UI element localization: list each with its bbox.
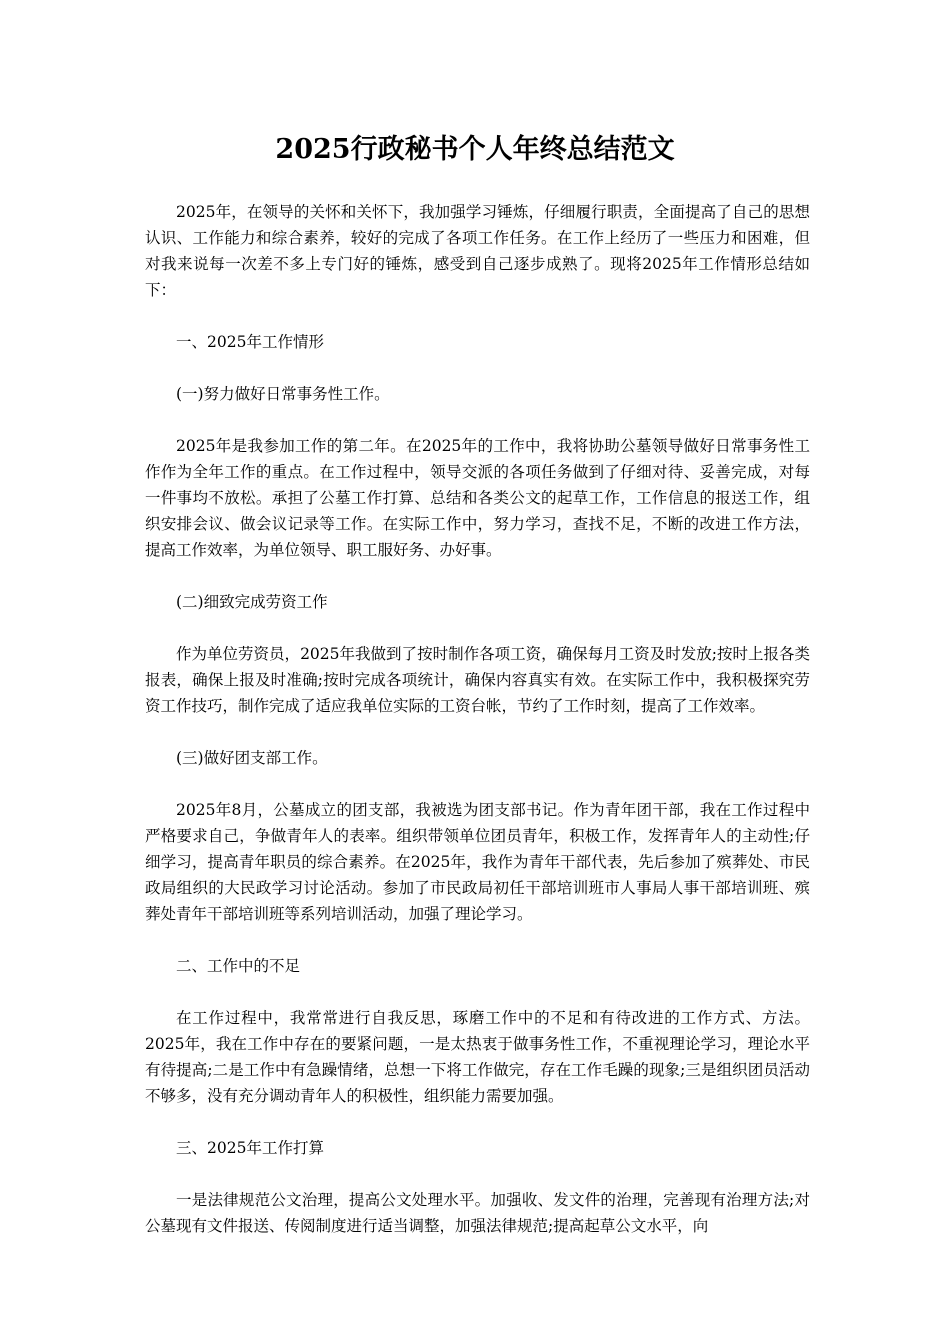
body-paragraph: 2025年8月，公墓成立的团支部，我被选为团支部书记。作为青年团干部，我在工作过程中严格要求自己，争做青年人的表率。组织带领单位团员青年，积极工作，发挥青年人的主动性;仔细学习，提高青年职员的综合素养。在2025年，我作为青年干部代表，先后参加了殡葬处、市民政局组织的大民政学习讨论活动。参加了市民政局初任干部培训班市人事局人事干部培训班、殡葬处青年干部培训班等系列培训活动，加强了理论学习。: [145, 801, 810, 923]
body-paragraph: 2025年是我参加工作的第二年。在2025年的工作中，我将协助公墓领导做好日常事务性工作作为全年工作的重点。在工作过程中，领导交派的各项任务做到了仔细对待、妥善完成，对每一件事均不放松。承担了公墓工作打算、总结和各类公文的起草工作，工作信息的报送工作，组织安排会议、做会议记录等工作。在实际工作中，努力学习，查找不足，不断的改进工作方法，提高工作效率，为单位领导、职工服好务、办好事。: [145, 437, 810, 559]
document-title: 2025行政秘书个人年终总结范文: [275, 134, 675, 165]
document-body: [145, 199, 810, 1265]
section-heading-2: 二、工作中的不足: [176, 957, 301, 975]
subsection-heading-2: (二)细致完成劳资工作: [176, 593, 328, 611]
intro-paragraph: 2025年，在领导的关怀和关怀下，我加强学习锤炼，仔细履行职责，全面提高了自己的思想认识、工作能力和综合素养，较好的完成了各项工作任务。在工作上经历了一些压力和困难，但对我来说每一次差不多上专门好的锤炼，感受到自己逐步成熟了。现将2025年工作情形总结如下：: [145, 203, 810, 299]
section-heading-1: 一、2025年工作情形: [176, 333, 324, 351]
section-heading-3: 三、2025年工作打算: [176, 1139, 324, 1157]
body-paragraph: 在工作过程中，我常常进行自我反思，琢磨工作中的不足和有待改进的工作方式、方法。2025年，我在工作中存在的要紧问题，一是太热衷于做事务性工作，不重视理论学习，理论水平有待提高;二是工作中有急躁情绪，总想一下将工作做完，存在工作毛躁的现象;三是组织团员活动不够多，没有充分调动青年人的积极性，组织能力需要加强。: [145, 1009, 810, 1105]
body-paragraph: 作为单位劳资员，2025年我做到了按时制作各项工资，确保每月工资及时发放;按时上报各类报表，确保上报及时准确;按时完成各项统计，确保内容真实有效。在实际工作中，我积极探究劳资工作技巧，制作完成了适应我单位实际的工资台帐，节约了工作时刻，提高了工作效率。: [145, 645, 810, 715]
body-paragraph: 一是法律规范公文治理，提高公文处理水平。加强收、发文件的治理，完善现有治理方法;对公墓现有文件报送、传阅制度进行适当调整，加强法律规范;提高起草公文水平，向: [145, 1191, 810, 1235]
subsection-heading-3: (三)做好团支部工作。: [176, 749, 328, 767]
subsection-heading-1: (一)努力做好日常事务性工作。: [176, 385, 390, 403]
